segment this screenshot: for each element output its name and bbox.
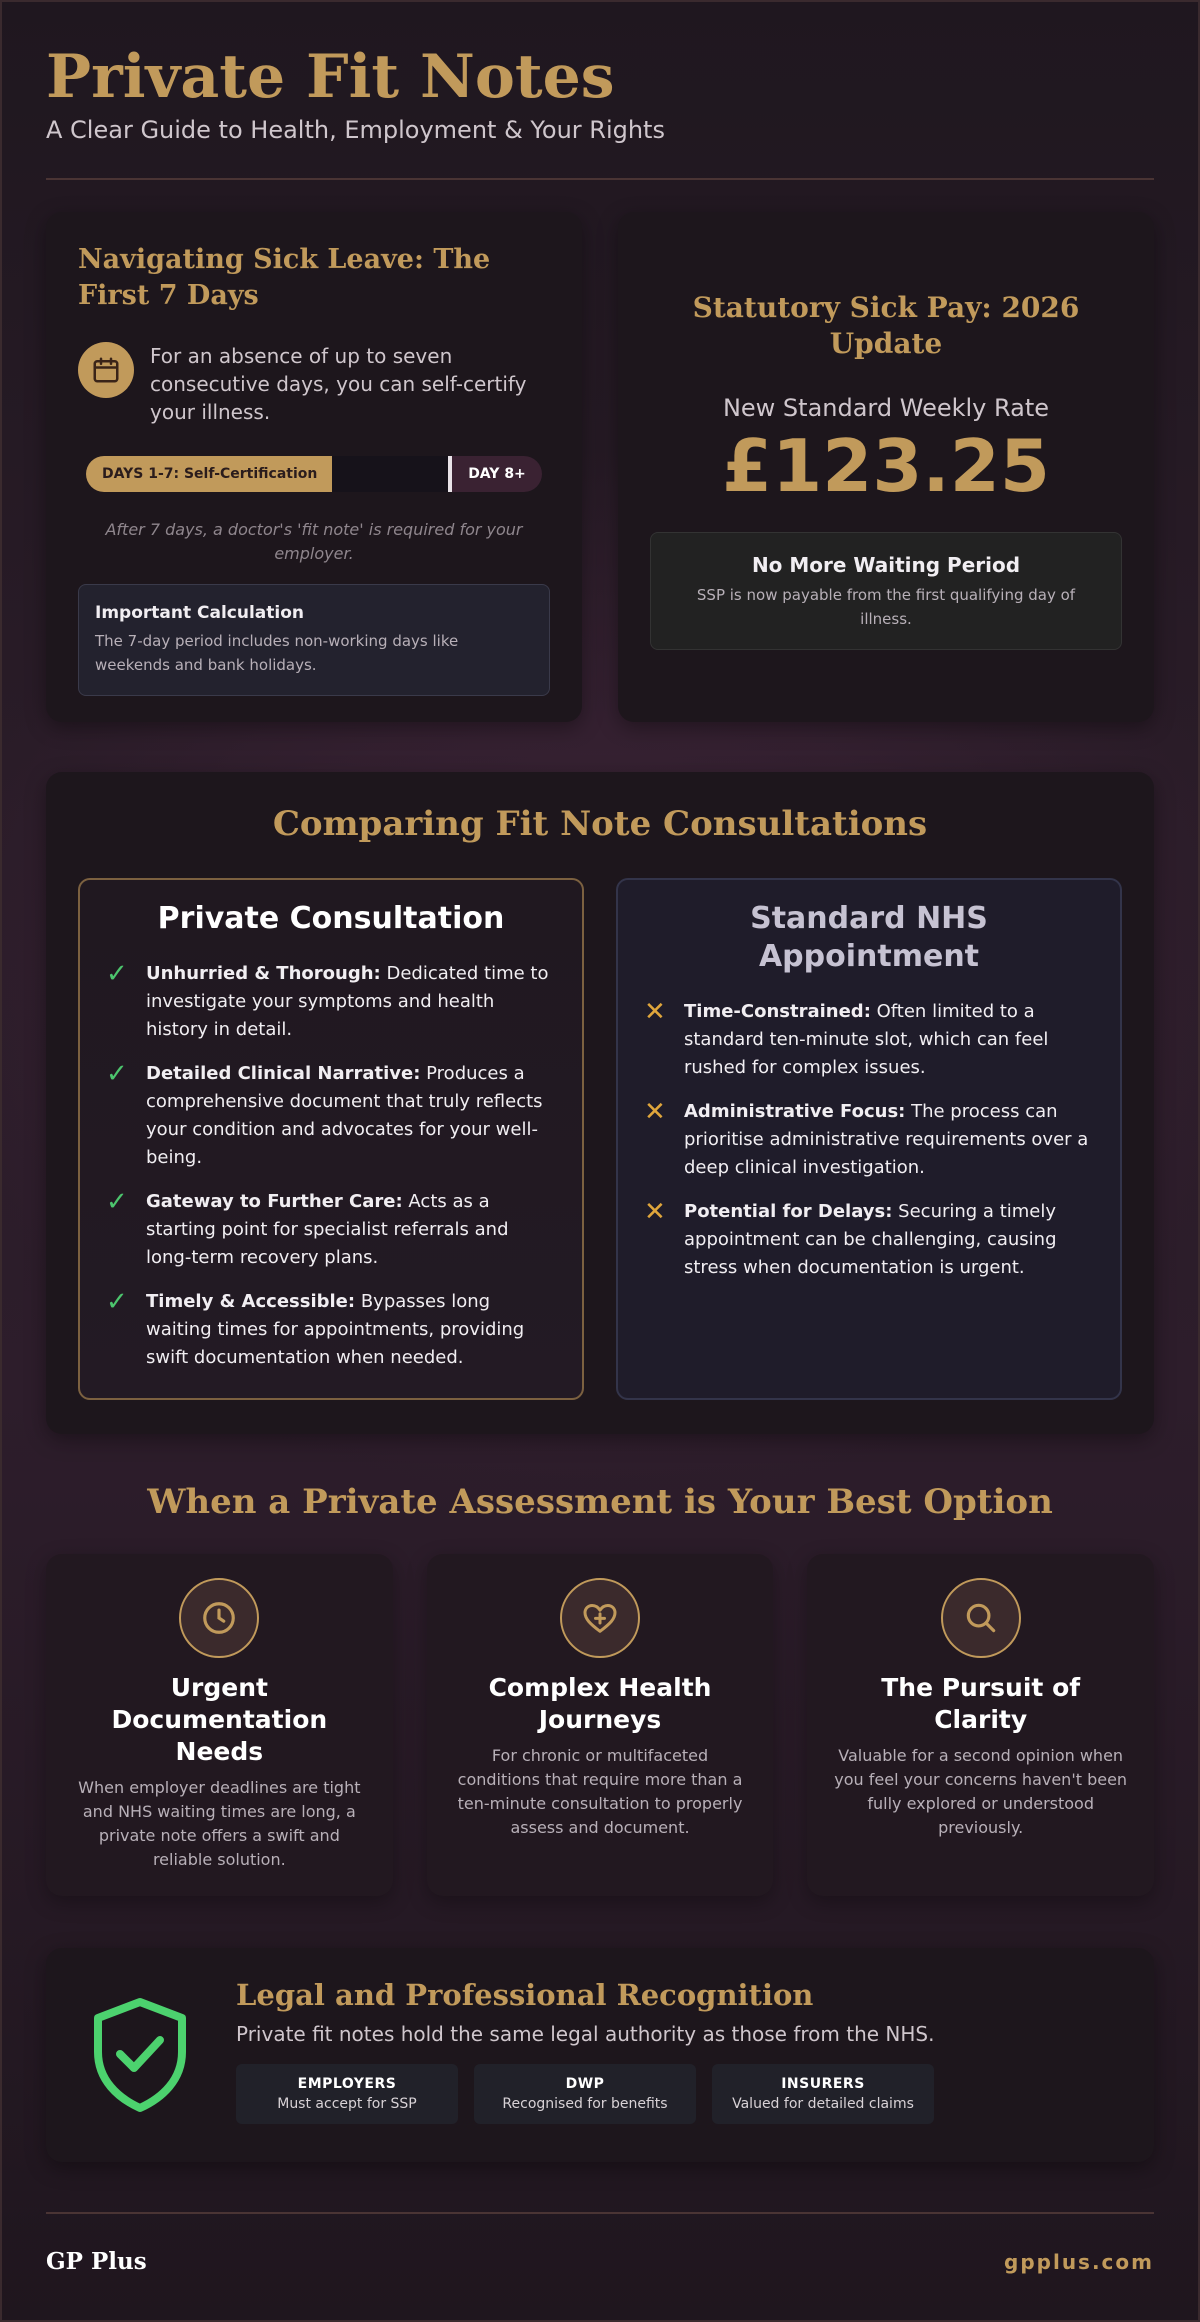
search-icon [941,1578,1021,1658]
item-heading: Time-Constrained: [684,1001,871,1022]
card-title: The Pursuit of Clarity [881,1673,1081,1734]
item-text: Acts as a starting point for specialist referrals and long-term recovery plans. [146,1191,509,1268]
list-item [106,1188,556,1272]
page-subtitle: A Clear Guide to Health, Employment & Your Rights [46,116,665,144]
ssp-card [618,212,1154,722]
page-header [46,2,1154,144]
comparison-title: Comparing Fit Note Consultations [272,804,928,844]
header-divider [46,178,1154,180]
legal-recognition-section [46,1948,1154,2162]
card-text: When employer deadlines are tight and NHS waiting times are long, a private note offers a swift and reliable solution. [78,1778,361,1869]
urgent-documentation-card [46,1554,393,1896]
list-item [644,1198,1094,1282]
waiting-period-box [650,532,1122,650]
cross-icon: ✕ [644,1097,666,1127]
item-heading: Timely & Accessible: [146,1291,356,1312]
check-icon: ✓ [106,959,128,989]
sick-leave-intro-text: For an absence of up to seven consecutive days, you can self-certify your illness. [150,344,527,424]
cross-icon: ✕ [644,1197,666,1227]
sick-leave-title: Navigating Sick Leave: The First 7 Days [78,244,491,311]
item-heading: Potential for Delays: [684,1201,893,1222]
nhs-appointment-title: Standard NHS Appointment [750,901,988,974]
private-benefits-list [106,960,556,1372]
footer-brand: GP Plus [46,2248,147,2275]
calculation-text: The 7-day period includes non-working days like weekends and bank holidays. [95,632,459,674]
heart-plus-icon [560,1578,640,1658]
comparison-columns [78,878,1122,1400]
best-option-cards [46,1554,1154,1896]
ssp-title: Statutory Sick Pay: 2026 Update [692,291,1080,360]
calendar-icon [78,342,134,398]
item-heading: Detailed Clinical Narrative: [146,1063,421,1084]
list-item [644,998,1094,1082]
tag-title: DWP [565,2076,605,2092]
clock-icon [179,1578,259,1658]
list-item [644,1098,1094,1182]
card-title: Urgent Documentation Needs [111,1673,328,1766]
nhs-drawbacks-list [644,998,1094,1282]
sick-leave-timeline [86,456,542,492]
ssp-rate-value: £123.25 [722,424,1050,508]
calculation-title: Important Calculation [95,603,305,623]
page-title: Private Fit Notes [46,42,615,112]
check-icon: ✓ [106,1059,128,1089]
list-item [106,960,556,1044]
calculation-box [78,584,550,696]
tag-title: EMPLOYERS [297,2076,397,2092]
check-icon: ✓ [106,1187,128,1217]
page-footer [46,2248,1154,2275]
card-title: Complex Health Journeys [488,1673,712,1734]
tag-title: INSURERS [781,2076,865,2092]
cross-icon: ✕ [644,997,666,1027]
legal-content [236,1976,934,2134]
item-heading: Administrative Focus: [684,1101,906,1122]
legal-lead: Private fit notes hold the same legal authority as those from the NHS. [236,2022,935,2046]
check-icon: ✓ [106,1287,128,1317]
fit-note-requirement: After 7 days, a doctor's 'fit note' is required for your employer. [105,520,523,563]
item-text: Dedicated time to investigate your symptoms and health history in detail. [146,963,549,1040]
private-consultation-column [78,878,584,1400]
item-text: Bypasses long waiting times for appointments, providing swift documentation when needed. [146,1291,525,1368]
shield-check-icon [90,1976,190,2134]
item-text: Securing a timely appointment can be challenging, causing stress when documentation is urgent. [684,1201,1057,1278]
employers-tag [236,2064,458,2124]
dwp-tag [474,2064,696,2124]
best-option-title: When a Private Assessment is Your Best Option [147,1482,1053,1522]
tag-text: Valued for detailed claims [732,2096,914,2112]
complex-health-card [427,1554,774,1896]
pursuit-of-clarity-card [807,1554,1154,1896]
card-text: For chronic or multifaceted conditions that require more than a ten-minute consultation to properly assess and document. [457,1746,743,1837]
footer-website-link[interactable]: gpplus.com [1004,2249,1154,2274]
top-cards [46,212,1154,722]
private-consultation-title: Private Consultation [157,901,505,936]
sick-leave-intro [78,342,550,426]
timeline-self-cert: DAYS 1-7: Self-Certification [86,456,332,492]
waiting-period-text: SSP is now payable from the first qualifying day of illness. [696,586,1076,628]
footer-divider [46,2212,1154,2214]
comparison-section [46,772,1154,1434]
tag-text: Must accept for SSP [277,2096,417,2112]
nhs-appointment-column [616,878,1122,1400]
tag-text: Recognised for benefits [502,2096,668,2112]
item-heading: Gateway to Further Care: [146,1191,403,1212]
waiting-period-title: No More Waiting Period [751,553,1021,577]
legal-title: Legal and Professional Recognition [236,1978,814,2012]
insurers-tag [712,2064,934,2124]
item-text: Produces a comprehensive document that truly reflects your condition and advocates for your well-being. [146,1063,543,1168]
list-item [106,1060,556,1172]
card-text: Valuable for a second opinion when you feel your concerns haven't been fully explored or understood previously. [834,1746,1128,1837]
item-heading: Unhurried & Thorough: [146,963,381,984]
item-text: The process can prioritise administrative requirements over a deep clinical investigation. [684,1101,1089,1178]
ssp-rate-label: New Standard Weekly Rate [722,394,1050,422]
sick-leave-card [46,212,582,722]
legal-tags [236,2064,934,2124]
list-item [106,1288,556,1372]
item-text: Often limited to a standard ten-minute slot, which can feel rushed for complex issues. [684,1001,1049,1078]
timeline-day-8: DAY 8+ [448,456,542,492]
